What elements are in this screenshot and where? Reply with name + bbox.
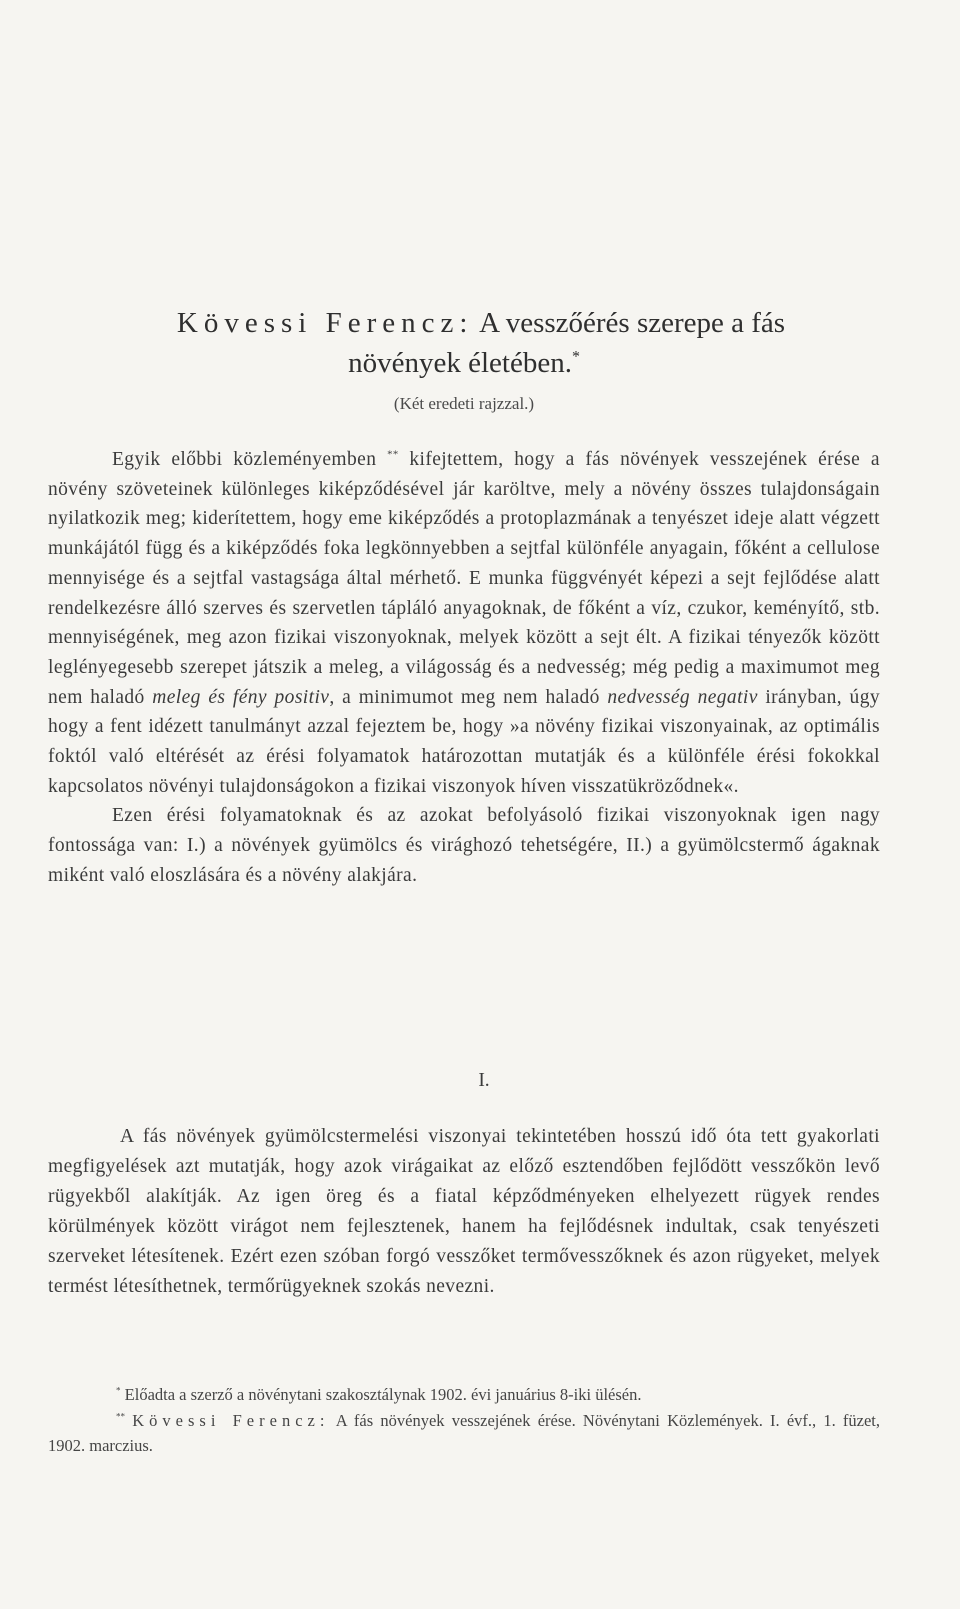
footnote-2-author: Kövessi Ferencz: (132, 1410, 330, 1430)
document-page (48, 0, 880, 1609)
emphasis-heat-light: meleg és fény positiv (152, 686, 330, 708)
section-paragraph: A fás növények gyümölcstermelési viszonyai tekintetében hosszú idő óta tett gyakorlati megfigyelések azt mutatják, hogy azok virágaikat az előző esztendőben fejlődött vesszőkön levő rügyekből alakítják. Az igen öreg és a fiatal képződményeken elhelyezett rügyek rendes körülmények között virágot nem fejlesztenek, hanem ha fejlődésnek indultak, csak tenyészeti szerveket létesítenek. Ezért ezen szóban forgó vesszőket termővesszőknek és azon rügyeket, melyek termést létesíthetnek, termőrügyeknek szokás nevezni. (48, 1126, 880, 1298)
footnote-2-text: A fás növények vesszejének érése. Növénytani Közlemények. I. évf., 1. füzet, 1902. marczius. (48, 1410, 881, 1455)
article-title-part-2: növények életében. (348, 347, 572, 379)
footnote-1 (48, 1382, 880, 1408)
footnote-2-mark: ** (116, 1411, 126, 1421)
section-number: I. (478, 1070, 490, 1091)
paragraph-1 (48, 445, 880, 801)
article-subtitle: (Két eredeti rajzzal.) (393, 394, 535, 413)
intro-text (48, 445, 880, 891)
paragraph-1-part-4: irányban, úgy hogy a fent idézett tanulmányt azzal fejeztem be, hogy »a növény fizikai viszonyainak, az optimális foktól való eltérését az érési folyamatok határozottan mutatják és a különféle érési fokokkal kapcsolatos növényi tulajdonságokon a fizikai viszonyok híven visszatükröződnek«. (48, 686, 881, 797)
article-title-line-1 (48, 303, 880, 343)
title-footnote-mark: * (571, 348, 580, 366)
paragraph-1-part-3: , a minimumot meg nem haladó (329, 686, 600, 708)
author-name: Kövessi Ferencz: (176, 307, 474, 339)
paragraph-1-part-1: Egyik előbbi közleményemben (112, 449, 377, 470)
article-header (48, 303, 880, 419)
footnote-1-mark: * (116, 1385, 121, 1396)
article-title-part-1: A vesszőérés szerepe a fás (479, 307, 786, 339)
footnote-1-text: Előadta a szerző a növénytani szakosztálynak 1902. évi januárius 8-iki ülésén. (124, 1385, 642, 1404)
emphasis-moisture: nedvesség negativ (607, 686, 758, 708)
footnote-2 (48, 1408, 880, 1459)
footnote-ref-mark: ** (387, 448, 399, 461)
article-title-line-2 (48, 343, 880, 383)
footnotes (48, 1382, 880, 1459)
paragraph-1-part-2: kifejtettem, hogy a fás növények vesszejének érése a növény szöveteinek különleges kiképződésével jár karöltve, mely a növény összes tulajdonságain nyilatkozik meg; kiderítettem, hogy eme kiképződés a protoplazmának a tenyészet ideje alatt végzett munkájától függ és a kiképződés foka legkönnyebben a sejtfal különféle anyagain, főként a cellulose mennyisége és a sejtfal vastagsága által mérhető. E munka függvényét képezi a sejt fejlődése alatt rendelkezésre álló szerves és szervetlen tápláló anyagoknak, de főként a víz, czukor, keményítő, stb. mennyiségének, meg azon fizikai viszonyoknak, melyek között a sejt élt. A fizikai tényezők között leglényegesebb szerepet játszik a meleg, a világosság és a nedvesség; még pedig a maximumot meg nem haladó (48, 449, 880, 708)
paragraph-2: Ezen érési folyamatoknak és az azokat befolyásoló fizikai viszonyoknak igen nagy fontossága van: I.) a növények gyümölcs és virághozó tehetségére, II.) a gyümölcstermő ágaknak miként való eloszlására és a növény alakjára. (48, 805, 880, 886)
